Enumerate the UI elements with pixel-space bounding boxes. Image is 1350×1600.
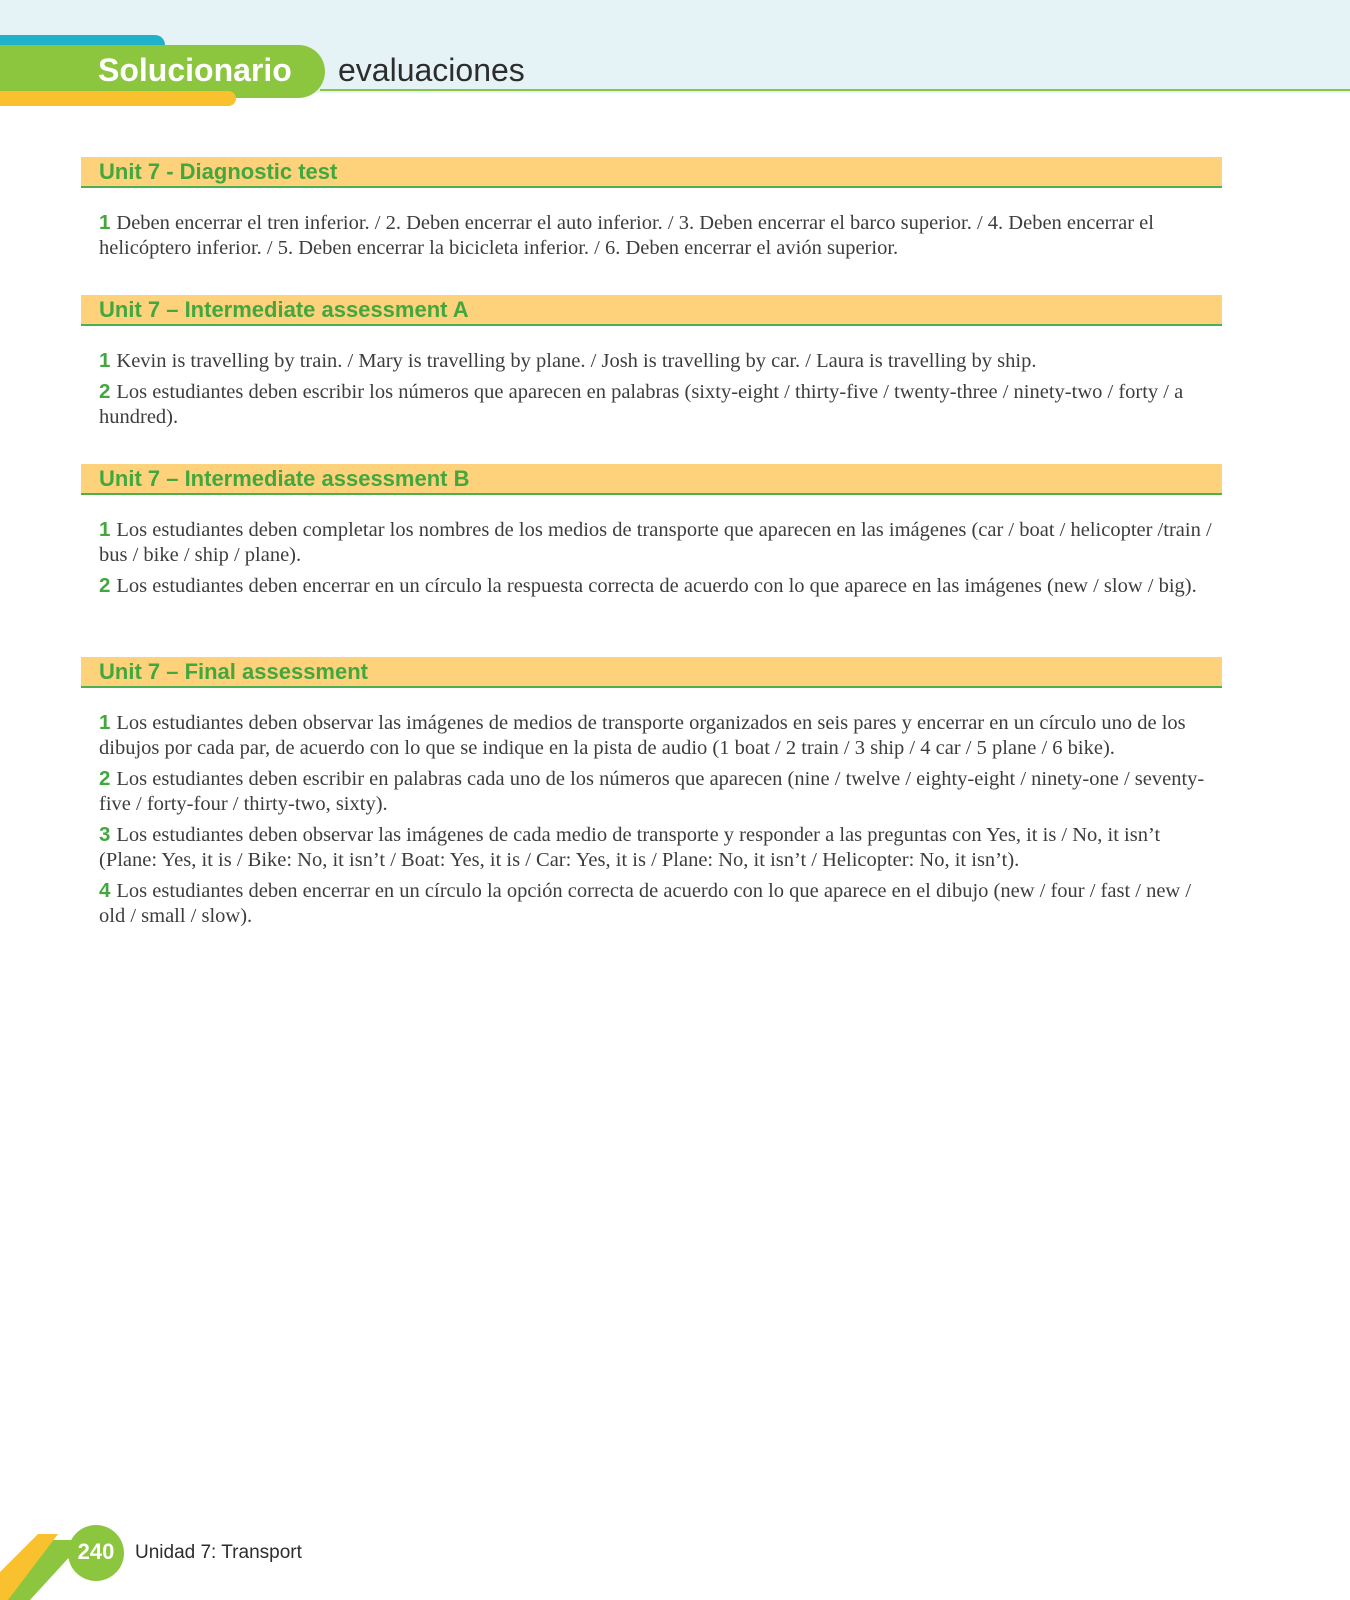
answer-number: 2 xyxy=(99,380,111,403)
answer-number: 2 xyxy=(99,767,111,790)
answer-list xyxy=(81,188,1222,261)
answer-text: Kevin is travelling by train. / Mary is travelling by plane. / Josh is travelling by car. / Laura is travelling by ship. xyxy=(116,350,1037,372)
section-intermediate-a xyxy=(81,295,1222,435)
section-title: Unit 7 – Intermediate assessment B xyxy=(81,464,1222,495)
answer-number: 1 xyxy=(99,211,111,234)
answer-number: 2 xyxy=(99,574,111,597)
answer-number: 1 xyxy=(99,349,111,372)
answer-number: 3 xyxy=(99,823,111,846)
answer-text: Deben encerrar el tren inferior. / 2. Deben encerrar el auto inferior. / 3. Deben encerrar el barco superior. / 4. Deben encerrar el helicóptero inferior. / 5. Deben encerrar la bicicleta inferior. / 6. Deben encerrar el avión superior. xyxy=(99,212,1154,259)
answer-item xyxy=(99,379,1222,430)
header-subtitle: evaluaciones xyxy=(338,52,525,88)
page-number: 240 xyxy=(77,1539,115,1564)
answer-text: Los estudiantes deben escribir los números que aparecen en palabras (sixty-eight / thirty-five / twenty-three / ninety-two / forty / a hundred). xyxy=(99,381,1184,428)
answer-list xyxy=(81,495,1222,599)
answer-text: Los estudiantes deben encerrar en un círculo la opción correcta de acuerdo con lo que aparece en el dibujo (new / four / fast / new / old / small / slow). xyxy=(99,880,1192,927)
section-title: Unit 7 – Final assessment xyxy=(81,657,1222,688)
answer-item xyxy=(99,517,1222,568)
answer-text: Los estudiantes deben escribir en palabras cada uno de los números que aparecen (nine / twelve / eighty-eight / ninety-one / seventy-five / forty-four / thirty-two, sixty). xyxy=(99,768,1205,815)
section-diagnostic-test xyxy=(81,157,1222,266)
answer-item xyxy=(99,210,1222,261)
answer-item xyxy=(99,710,1222,761)
answer-item xyxy=(99,573,1222,599)
answer-text: Los estudiantes deben encerrar en un círculo la respuesta correcta de acuerdo con lo que aparece en las imágenes (new / slow / big). xyxy=(116,575,1197,597)
answer-item xyxy=(99,822,1222,873)
answer-list xyxy=(81,326,1222,430)
answer-item xyxy=(99,348,1222,374)
answer-item xyxy=(99,766,1222,817)
section-intermediate-b xyxy=(81,464,1222,604)
answer-text: Los estudiantes deben completar los nombres de los medios de transporte que aparecen en las imágenes (car / boat / helicopter /train / bus / bike / ship / plane). xyxy=(99,519,1212,566)
section-final-assessment xyxy=(81,657,1222,934)
answer-item xyxy=(99,878,1222,929)
answer-number: 1 xyxy=(99,518,111,541)
answer-text: Los estudiantes deben observar las imágenes de cada medio de transporte y responder a las preguntas con Yes, it is / No, it isn’t (Plane: Yes, it is / Bike: No, it isn’t / Boat: Yes, it is / Car: Yes, it is / Plane: No, it isn’t / Helicopter: No, it isn’t). xyxy=(99,824,1161,871)
answer-text: Los estudiantes deben observar las imágenes de medios de transporte organizados en seis pares y encerrar en un círculo uno de los dibujos por cada par, de acuerdo con lo que se indique en la pista de audio (1 boat / 2 train / 3 ship / 4 car / 5 plane / 6 bike). xyxy=(99,712,1186,759)
answer-list xyxy=(81,688,1222,929)
answer-number: 1 xyxy=(99,711,111,734)
section-title: Unit 7 - Diagnostic test xyxy=(81,157,1222,188)
answer-number: 4 xyxy=(99,879,111,902)
header-brand: Solucionario xyxy=(98,52,292,88)
header-tab-accent-yellow xyxy=(0,91,236,106)
section-title: Unit 7 – Intermediate assessment A xyxy=(81,295,1222,326)
footer-unit-label: Unidad 7: Transport xyxy=(135,1542,302,1563)
